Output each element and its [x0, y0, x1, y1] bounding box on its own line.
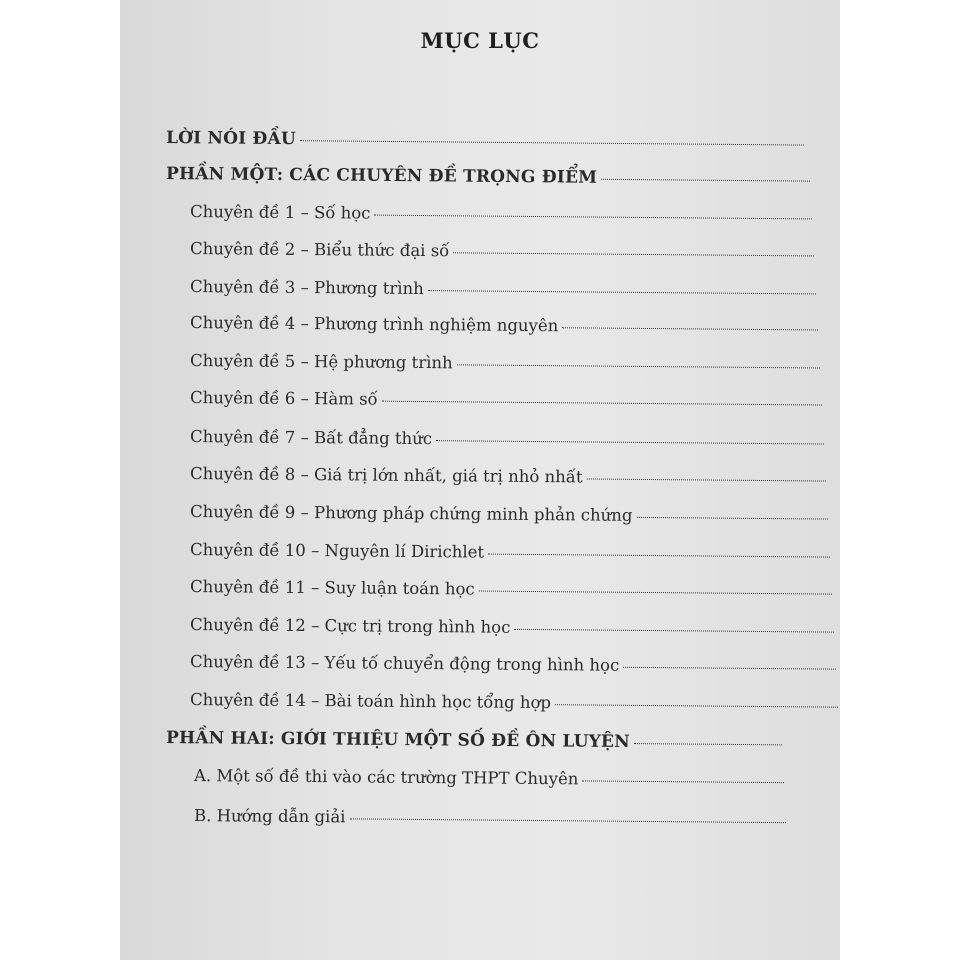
dot-leader — [382, 401, 822, 406]
dot-leader — [555, 704, 838, 707]
dot-leader — [636, 517, 827, 520]
dot-leader — [582, 780, 784, 783]
toc-entry-label: Chuyên đề 14 – Bài toán hình học tổng hợp — [189, 690, 552, 713]
toc-entry — [190, 277, 816, 301]
toc-section — [166, 164, 810, 190]
book-page — [120, 0, 840, 960]
toc-entry — [190, 427, 824, 452]
toc-entry — [190, 464, 826, 489]
toc-entry — [190, 351, 820, 375]
toc-entry — [190, 652, 836, 677]
toc-entry-label: Chuyên đề 1 – Số học — [189, 202, 371, 223]
toc-entry-label: A. Một số đề thi vào các trường THPT Chuyên — [193, 766, 579, 789]
dot-leader — [488, 554, 830, 558]
dot-leader — [436, 440, 824, 444]
toc-section — [166, 728, 782, 753]
toc-entry — [190, 239, 814, 263]
toc-entry — [194, 806, 786, 830]
dot-leader — [514, 629, 834, 633]
dot-leader — [562, 327, 818, 330]
toc-entry-label: Chuyên đề 3 – Phương trình — [189, 277, 424, 299]
toc-entry-label: Chuyên đề 2 – Biểu thức đại số — [189, 239, 450, 261]
toc-entry-label: PHẦN MỘT: CÁC CHUYÊN ĐỀ TRỌNG ĐIỂM — [165, 164, 598, 188]
toc-entry — [190, 388, 822, 413]
toc-entry — [190, 690, 838, 715]
toc-entry-label: PHẦN HAI: GIỚI THIỆU MỘT SỐ ĐỀ ÔN LUYỆN — [165, 728, 630, 753]
toc-entry — [194, 766, 784, 790]
toc-entry-label: B. Hướng dẫn giải — [193, 806, 346, 827]
dot-leader — [479, 591, 832, 595]
dot-leader — [349, 818, 785, 823]
toc-entry-label: Chuyên đề 8 – Giá trị lớn nhất, giá trị nhỏ nhất — [189, 464, 583, 487]
dot-leader — [453, 252, 814, 256]
toc-entry-label: Chuyên đề 13 – Yếu tố chuyển động trong hình học — [189, 652, 620, 675]
toc-entry-label: LỜI NÓI ĐẦU — [165, 128, 297, 150]
toc-entry — [190, 615, 834, 640]
toc-entry-label: Chuyên đề 9 – Phương pháp chứng minh phản chứng — [189, 502, 633, 525]
toc-entry-label: Chuyên đề 4 – Phương trình nghiệm nguyên — [189, 313, 559, 336]
toc-entry-label: Chuyên đề 5 – Hệ phương trình — [189, 351, 453, 373]
toc-entry-label: Chuyên đề 7 – Bất đẳng thức — [189, 427, 433, 449]
toc-entry-label: Chuyên đề 12 – Cực trị trong hình học — [189, 615, 511, 637]
toc-entry-label: Chuyên đề 6 – Hàm số — [189, 388, 378, 409]
toc-section — [166, 128, 804, 154]
toc-entry — [190, 202, 812, 226]
dot-leader — [623, 667, 836, 670]
dot-leader — [587, 478, 826, 481]
dot-leader — [601, 179, 810, 182]
dot-leader — [457, 364, 820, 368]
table-of-contents — [120, 0, 840, 960]
toc-entry — [190, 577, 832, 602]
dot-leader — [374, 215, 812, 220]
dot-leader — [300, 140, 804, 145]
toc-entry-label: Chuyên đề 11 – Suy luận toán học — [189, 577, 475, 599]
dot-leader — [634, 743, 782, 745]
page-title: MỤC LỤC — [420, 28, 540, 53]
toc-entry — [190, 502, 828, 527]
toc-entry-label: Chuyên đề 10 – Nguyên lí Dirichlet — [189, 540, 485, 562]
dot-leader — [428, 290, 816, 294]
toc-entry — [190, 540, 830, 565]
toc-entry — [190, 313, 818, 337]
